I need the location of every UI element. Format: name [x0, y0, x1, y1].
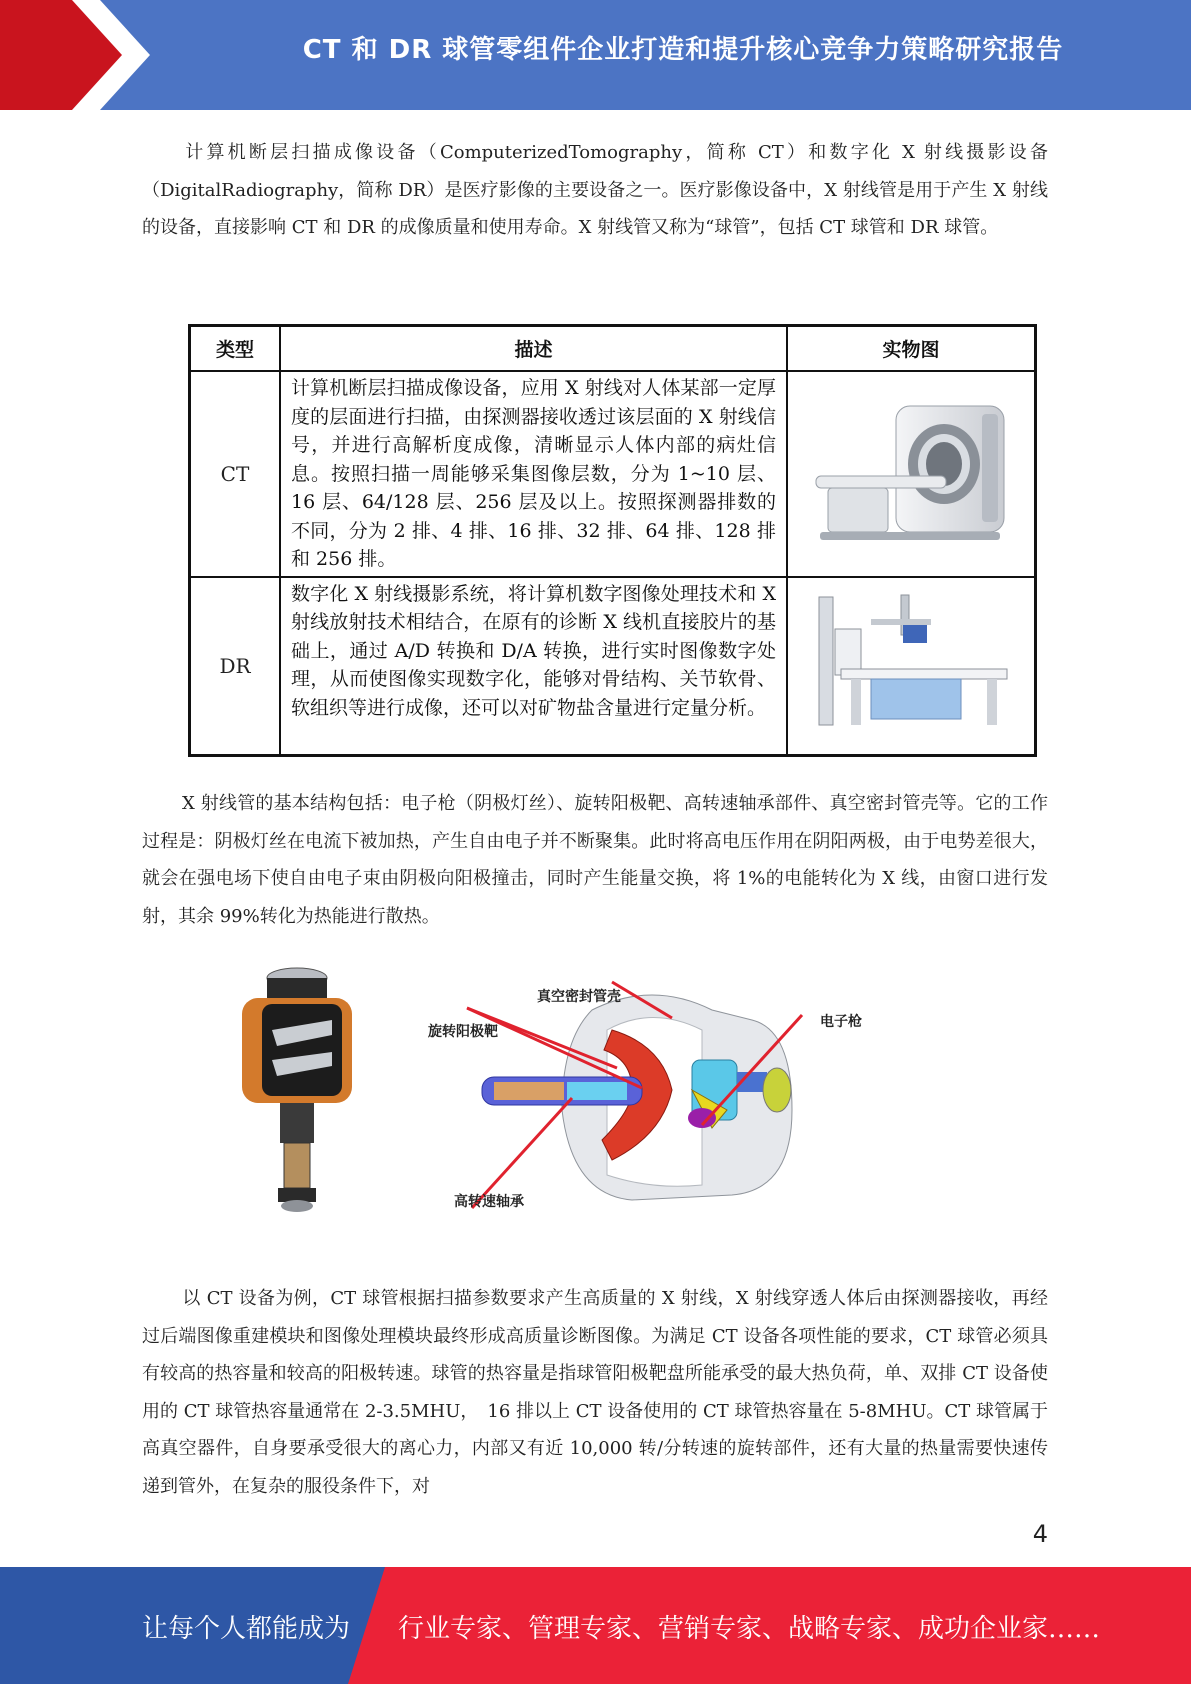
- ct-type-cell: CT: [190, 371, 281, 577]
- column-header-description: 描述: [280, 326, 787, 372]
- label-rotating-anode: 旋转阳极靶: [428, 1024, 498, 1040]
- table-row-ct: [190, 371, 1036, 577]
- report-title: CT 和 DR 球管零组件企业打造和提升核心竞争力策略研究报告: [302, 35, 1064, 65]
- dr-description-cell: 数字化 X 射线摄影系统，将计算机数字图像处理技术和 X 射线放射技术相结合，在原有的诊断 X 线机直接胶片的基础上，通过 A/D 转换和 D/A 转换，进行实时图像数字处理，从而使图像实现数字化，能够对骨结构、关节软骨、软组织等进行成像，还可以对矿物盐含量进行定量分析。: [280, 577, 787, 756]
- column-header-image: 实物图: [787, 326, 1036, 372]
- xray-tube-diagram: [232, 960, 912, 1230]
- page-header: [0, 0, 1191, 110]
- ct-example-text: 以 CT 设备为例，CT 球管根据扫描参数要求产生高质量的 X 射线，X 射线穿透人体后由探测器接收，再经过后端图像重建模块和图像处理模块最终形成高质量诊断图像。为满足 CT 设备各项性能的要求，CT 球管必须具有较高的热容量和较高的阳极转速。球管的热容量是指球管阳极靶盘所能承受的最大热负荷，单、双排 CT 设备使用的 CT 球管热容量通常在 2-3.5MHU， 16 排以上 CT 设备使用的 CT 球管热容量在 5-8MHU。CT 球管属于高真空器件，自身要承受很大的离心力，内部又有近 10,000 转/分转速的旋转部件，还有大量的热量需要快速传递到管外，在复杂的服役条件下，对: [142, 1288, 1048, 1497]
- label-high-speed-bearing: 高转速轴承: [454, 1194, 524, 1210]
- structure-text: X 射线管的基本结构包括：电子枪（阴极灯丝）、旋转阳极靶、高转速轴承部件、真空密封管壳等。它的工作过程是：阴极灯丝在电流下被加热，产生自由电子并不断聚集。此时将高电压作用在阴阳两极，由于电势差很大，就会在强电场下使自由电子束由阴极向阳极撞击，同时产生能量交换，将 1%的电能转化为 X 线，由窗口进行发射，其余 99%转化为热能进行散热。: [142, 793, 1048, 927]
- dr-type-cell: DR: [190, 577, 281, 756]
- footer-slogan-left: 让每个人都能成为: [142, 1614, 351, 1644]
- ct-image-cell: [787, 371, 1036, 577]
- table-row-dr: [190, 577, 1036, 756]
- ct-example-paragraph: [142, 1280, 1048, 1505]
- dr-image-cell: [787, 577, 1036, 756]
- page-number: 4: [1032, 1520, 1048, 1548]
- intro-text: 计算机断层扫描成像设备（ComputerizedTomography，简称 CT）和数字化 X 射线摄影设备（DigitalRadiography，简称 DR）是医疗影像的主要设备之一。医疗影像设备中，X 射线管是用于产生 X 射线的设备，直接影响 CT 和 DR 的成像质量和使用寿命。X 射线管又称为“球管”，包括 CT 球管和 DR 球管。: [142, 142, 1048, 238]
- intro-paragraph: [142, 134, 1048, 247]
- page-footer: [0, 1567, 1191, 1684]
- tube-cutaway-illustration: [482, 995, 792, 1200]
- label-electron-gun: 电子枪: [820, 1014, 862, 1030]
- tube-component-photo: [242, 968, 352, 1212]
- ct-scanner-illustration: [806, 392, 1016, 552]
- header-arrow-decoration: [0, 0, 200, 110]
- device-comparison-table: [188, 324, 1037, 757]
- footer-slogan-right: 行业专家、管理专家、营销专家、战略专家、成功企业家……: [398, 1614, 1101, 1644]
- column-header-type: 类型: [190, 326, 281, 372]
- table-header-row: [190, 326, 1036, 372]
- dr-system-illustration: [811, 589, 1011, 739]
- label-vacuum-housing: 真空密封管壳: [537, 989, 621, 1005]
- structure-paragraph: [142, 785, 1048, 935]
- ct-description-cell: 计算机断层扫描成像设备，应用 X 射线对人体某部一定厚度的层面进行扫描，由探测器接收透过该层面的 X 射线信号，并进行高解析度成像，清晰显示人体内部的病灶信息。按照扫描一周能够采集图像层数，分为 1~10 层、16 层、64/128 层、256 层及以上。按照探测器排数的不同，分为 2 排、4 排、16 排、32 排、64 排、128 排和 256 排。: [280, 371, 787, 577]
